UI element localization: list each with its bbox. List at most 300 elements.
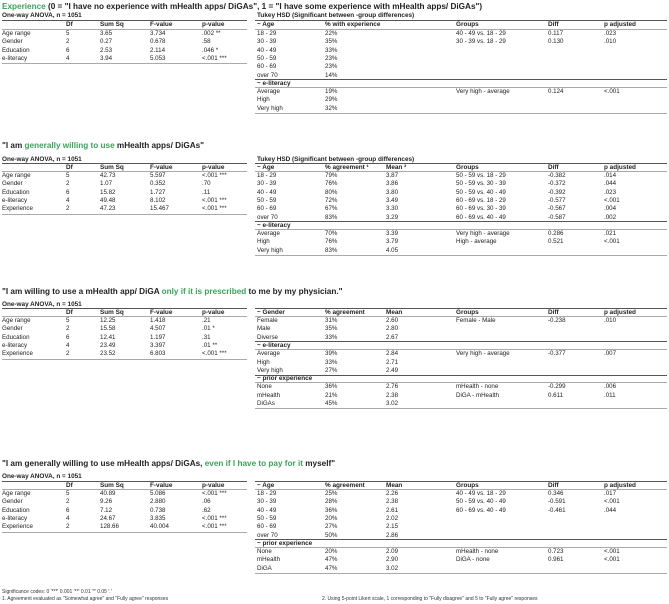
anova-cell: Experience — [2, 350, 33, 358]
anova-cell: 2 — [66, 350, 70, 358]
tukey-cell: 2.71 — [386, 358, 399, 366]
anova-cell: 24.67 — [100, 514, 116, 522]
tukey-cell: -0.567 — [548, 205, 566, 213]
footnote-1: 1. Agreement evaluated as "Somewhat agree" and "Fully agree" responses — [2, 596, 169, 602]
tukey-cell: Female — [257, 317, 278, 324]
tukey-cell: .023 — [604, 30, 617, 37]
anova-header: p-value — [202, 309, 225, 316]
tukey-cell: mHealth — [257, 391, 281, 399]
anova-cell: 15.82 — [100, 188, 116, 196]
footnote-2: 2. Using 5-point Likert scale, 1 corresponding to "Fully disagree" and 5 to "Fully agree" responses — [322, 596, 538, 602]
anova-header: p-value — [202, 164, 225, 171]
tukey-cell: Average — [257, 350, 280, 358]
tukey-bottom-rule — [255, 408, 667, 409]
anova-cell: 47.23 — [100, 205, 116, 213]
title-text: myself" — [303, 459, 336, 468]
tukey-cell: None — [257, 383, 272, 391]
tukey-header: Diff — [548, 164, 559, 171]
tukey-cell: .044 — [604, 180, 617, 188]
tukey-header: Groups — [456, 21, 479, 28]
tukey-cell: 50% — [325, 531, 338, 539]
tukey-cell: 32% — [325, 104, 338, 112]
anova-header: p-value — [202, 482, 225, 489]
tukey-cell: mHealth - none — [456, 383, 499, 391]
tukey-header: Diff — [548, 21, 559, 28]
anova-cell: <.001 *** — [202, 205, 227, 213]
anova-cell: Age range — [2, 490, 31, 497]
tukey-cell: Average — [257, 230, 280, 238]
anova-cell: .62 — [202, 506, 211, 514]
tukey-cell: 3.02 — [386, 400, 399, 407]
tukey-cell: High — [257, 358, 270, 366]
tukey-cell: .007 — [604, 350, 617, 358]
tukey-cell: 0.124 — [548, 88, 564, 96]
anova-cell: 15.467 — [150, 205, 169, 213]
tukey-cell: <.001 — [604, 238, 620, 246]
anova-cell: .046 * — [202, 46, 219, 54]
tukey-cell: <.001 — [604, 548, 620, 556]
tukey-cell: -0.377 — [548, 350, 566, 358]
tukey-cell: <.001 — [604, 196, 620, 204]
tukey-header: Mean — [386, 482, 403, 489]
anova-cell: Age range — [2, 317, 31, 324]
tukey-cell: 2.60 — [386, 317, 399, 324]
tukey-cell: .044 — [604, 506, 617, 514]
section-title — [2, 141, 204, 150]
anova-cell: 2 — [66, 205, 70, 213]
tukey-cell: -0.382 — [548, 172, 566, 179]
tukey-cell: 50 - 59 — [257, 196, 277, 204]
section-title — [2, 459, 335, 468]
tukey-cell: 60 - 69 vs. 30 - 39 — [456, 205, 506, 213]
tukey-cell: 30 - 39 — [257, 38, 277, 46]
tukey-cell: 18 - 29 — [257, 30, 277, 37]
title-text: mHealth apps/ DiGAs" — [114, 141, 205, 150]
tukey-cell: Very high — [257, 246, 283, 254]
tukey-cell: 33% — [325, 358, 338, 366]
anova-bottom-rule — [2, 359, 247, 360]
tukey-block-rule — [255, 375, 667, 376]
anova-cell: e-literacy — [2, 341, 28, 349]
anova-cell: 2.114 — [150, 46, 166, 54]
anova-cell: 6 — [66, 188, 70, 196]
tukey-cell: 40 - 49 — [257, 506, 277, 514]
tukey-cell: 50 - 59 vs. 40 - 49 — [456, 498, 506, 506]
tukey-cell: 50 - 59 vs. 30 - 39 — [456, 180, 506, 188]
anova-cell: Gender — [2, 180, 23, 188]
tukey-cell: 40 - 49 vs. 18 - 29 — [456, 30, 506, 37]
tukey-cell: 30 - 39 vs. 18 - 29 — [456, 38, 506, 46]
anova-cell: 5 — [66, 490, 70, 497]
tukey-cell: 27% — [325, 523, 338, 531]
anova-cell: 2.53 — [100, 46, 113, 54]
tukey-cell: 60 - 69 vs. 40 - 49 — [456, 213, 506, 221]
anova-cell: e-literacy — [2, 54, 28, 62]
tukey-cell: 2.49 — [386, 366, 399, 374]
title-highlight: only if it is prescribed — [161, 287, 247, 296]
tukey-header: ~ Age — [257, 21, 275, 28]
tukey-cell: DiGA - mHealth — [456, 391, 499, 399]
title-text: "I am — [2, 141, 25, 150]
anova-bottom-rule — [2, 214, 247, 215]
anova-cell: 15.58 — [100, 325, 116, 333]
tukey-header: % with experience — [325, 21, 381, 28]
tukey-header: Groups — [456, 164, 479, 171]
tukey-cell: 19% — [325, 88, 338, 96]
anova-cell: Education — [2, 46, 30, 54]
tukey-cell: 3.39 — [386, 230, 399, 238]
tukey-cell: 3.29 — [386, 213, 399, 221]
tukey-cell: DiGA - none — [456, 556, 490, 564]
tukey-cell: 2.38 — [386, 391, 399, 399]
tukey-cell: mHealth — [257, 556, 281, 564]
tukey-cell: -0.461 — [548, 506, 566, 514]
anova-cell: 6.803 — [150, 350, 166, 358]
tukey-header: % agreement — [325, 482, 365, 489]
anova-cell: 1.07 — [100, 180, 113, 188]
tukey-cell: 36% — [325, 383, 338, 391]
anova-cell: 6 — [66, 333, 70, 341]
anova-cell: 5 — [66, 317, 70, 324]
tukey-cell: .017 — [604, 490, 617, 497]
anova-cell: 2 — [66, 38, 70, 46]
tukey-header: p adjusted — [604, 309, 636, 316]
tukey-cell: 70% — [325, 230, 338, 238]
tukey-cell: Female - Male — [456, 317, 496, 324]
anova-cell: 6 — [66, 46, 70, 54]
tukey-cell: 36% — [325, 506, 338, 514]
tukey-cell: 2.84 — [386, 350, 399, 358]
anova-bottom-rule — [2, 532, 247, 533]
tukey-header: Diff — [548, 309, 559, 316]
tukey-cell: 40 - 49 — [257, 188, 277, 196]
anova-cell: 0.352 — [150, 180, 166, 188]
section-title — [2, 287, 343, 296]
tukey-cell: 3.02 — [386, 564, 399, 572]
title-text: (0 = "I have no experience with mHealth apps/ DiGAs", 1 = "I have some experience with mHealth apps/ DiGAs") — [45, 2, 483, 11]
anova-cell: Education — [2, 506, 30, 514]
title-text: "I am generally willing to use mHealth apps/ DiGAs, — [2, 459, 205, 468]
tukey-cell: 0.346 — [548, 490, 564, 497]
anova-cell: .70 — [202, 180, 211, 188]
tukey-cell: 50 - 59 vs. 18 - 29 — [456, 172, 506, 179]
tukey-cell: 0.723 — [548, 548, 564, 556]
anova-header: Sum Sq — [100, 309, 124, 316]
tukey-cell: 33% — [325, 333, 338, 341]
anova-cell: 4 — [66, 196, 70, 204]
tukey-cell: -0.591 — [548, 498, 566, 506]
tukey-cell: -0.392 — [548, 188, 566, 196]
tukey-cell: DiGAs — [257, 400, 275, 407]
anova-cell: .01 * — [202, 325, 215, 333]
tukey-cell: 3.80 — [386, 188, 399, 196]
tukey-cell: mHealth - none — [456, 548, 499, 556]
anova-cell: 2 — [66, 325, 70, 333]
tukey-cell: 79% — [325, 172, 338, 179]
tukey-cell: 50 - 59 vs. 40 - 49 — [456, 188, 506, 196]
tukey-cell: 83% — [325, 213, 338, 221]
tukey-cell: 3.79 — [386, 238, 399, 246]
tukey-cell: 2.86 — [386, 531, 399, 539]
tukey-header: Diff — [548, 482, 559, 489]
anova-cell: 12.41 — [100, 333, 116, 341]
anova-cell: 12.25 — [100, 317, 116, 324]
tukey-cell: over 70 — [257, 71, 278, 79]
anova-cell: Education — [2, 188, 30, 196]
tukey-cell: 0.130 — [548, 38, 564, 46]
tukey-cell: 29% — [325, 96, 338, 104]
tukey-bottom-rule — [255, 255, 667, 256]
anova-cell: 3.94 — [100, 54, 113, 62]
tukey-cell: 2.61 — [386, 506, 399, 514]
tukey-cell: <.001 — [604, 556, 620, 564]
anova-cell: 5 — [66, 30, 70, 37]
tukey-cell: 20% — [325, 514, 338, 522]
tukey-cell: .004 — [604, 205, 617, 213]
anova-cell: .06 — [202, 498, 211, 506]
tukey-cell: 2.90 — [386, 556, 399, 564]
anova-cell: 40.004 — [150, 523, 169, 531]
tukey-cell: 50 - 59 — [257, 514, 277, 522]
anova-cell: 49.48 — [100, 196, 116, 204]
anova-cell: 4.507 — [150, 325, 166, 333]
tukey-block-label: ~ e-literacy — [257, 221, 291, 229]
anova-cell: 1.727 — [150, 188, 166, 196]
anova-cell: Age range — [2, 30, 31, 37]
tukey-cell: 22% — [325, 30, 338, 37]
tukey-cell: 2.02 — [386, 514, 399, 522]
anova-cell: Gender — [2, 498, 23, 506]
anova-header: Df — [66, 164, 73, 171]
anova-cell: 4 — [66, 54, 70, 62]
tukey-cell: .002 — [604, 213, 617, 221]
tukey-cell: 23% — [325, 54, 338, 62]
anova-header: Df — [66, 482, 73, 489]
tukey-header: p adjusted — [604, 482, 636, 489]
anova-cell: 7.12 — [100, 506, 113, 514]
tukey-cell: .006 — [604, 383, 617, 391]
tukey-cell: 2.26 — [386, 490, 399, 497]
title-text: "I am willing to use a mHealth app/ DiGA — [2, 287, 162, 296]
anova-cell: <.001 *** — [202, 514, 227, 522]
anova-header: Sum Sq — [100, 482, 124, 489]
title-highlight: Experience — [2, 2, 46, 11]
tukey-cell: 40 - 49 vs. 18 - 29 — [456, 490, 506, 497]
anova-cell: <.001 *** — [202, 54, 227, 62]
anova-cell: <.001 *** — [202, 196, 227, 204]
tukey-cell: 80% — [325, 188, 338, 196]
tukey-block-label: ~ e-literacy — [257, 341, 291, 349]
tukey-header: % agreement ¹ — [325, 164, 369, 171]
tukey-cell: -0.238 — [548, 317, 566, 324]
tukey-block-rule — [255, 539, 667, 540]
anova-header: Sum Sq — [100, 21, 124, 28]
tukey-cell: Male — [257, 325, 271, 333]
tukey-header: p adjusted — [604, 164, 636, 171]
tukey-cell: 18 - 29 — [257, 490, 277, 497]
tukey-cell: 60 - 69 vs. 18 - 29 — [456, 196, 506, 204]
anova-cell: .31 — [202, 333, 211, 341]
anova-cell: 0.678 — [150, 38, 166, 46]
tukey-header: Groups — [456, 482, 479, 489]
tukey-header: Mean ² — [386, 164, 407, 171]
tukey-block-label: ~ e-literacy — [257, 79, 291, 87]
anova-cell: 23.52 — [100, 350, 116, 358]
anova-cell: 2 — [66, 180, 70, 188]
anova-caption: One-way ANOVA, n = 1051 — [2, 12, 82, 19]
tukey-cell: Very high — [257, 104, 283, 112]
title-highlight: even if I have to pay for it — [204, 459, 303, 468]
tukey-cell: 2.09 — [386, 548, 399, 556]
tukey-cell: over 70 — [257, 531, 278, 539]
tukey-cell: 3.30 — [386, 205, 399, 213]
anova-cell: Education — [2, 333, 30, 341]
tukey-cell: 60 - 69 — [257, 205, 277, 213]
tukey-header: % agreement — [325, 309, 365, 316]
anova-cell: <.001 *** — [202, 490, 227, 497]
anova-cell: 3.734 — [150, 30, 166, 37]
tukey-cell: 2.67 — [386, 333, 399, 341]
significance-codes: Significance codes: 0 '***' 0.001 '**' 0.01 '*' 0.05 '.' — [2, 589, 112, 595]
tukey-cell: 33% — [325, 46, 338, 54]
tukey-block-label: ~ prior experience — [257, 539, 313, 547]
tukey-cell: 3.87 — [386, 172, 399, 179]
tukey-cell: None — [257, 548, 272, 556]
tukey-cell: 30 - 39 — [257, 180, 277, 188]
anova-cell: .21 — [202, 317, 211, 324]
tukey-cell: 76% — [325, 180, 338, 188]
anova-header: Df — [66, 309, 73, 316]
anova-header: F-value — [150, 482, 173, 489]
anova-cell: 5.053 — [150, 54, 166, 62]
anova-cell: 42.73 — [100, 172, 116, 179]
anova-cell: 8.102 — [150, 196, 166, 204]
tukey-cell: 0.286 — [548, 230, 564, 238]
anova-cell: 3.835 — [150, 514, 166, 522]
anova-header: p-value — [202, 21, 225, 28]
tukey-cell: 45% — [325, 400, 338, 407]
tukey-cell: 4.05 — [386, 246, 399, 254]
anova-cell: 40.89 — [100, 490, 116, 497]
tukey-cell: 18 - 29 — [257, 172, 277, 179]
anova-cell: 2 — [66, 523, 70, 531]
tukey-cell: 31% — [325, 317, 338, 324]
tukey-cell: 60 - 69 — [257, 523, 277, 531]
anova-cell: 0.27 — [100, 38, 113, 46]
anova-header: F-value — [150, 164, 173, 171]
anova-cell: Age range — [2, 172, 31, 179]
tukey-cell: 39% — [325, 350, 338, 358]
title-highlight: generally willing to use — [24, 141, 115, 150]
tukey-cell: 76% — [325, 238, 338, 246]
anova-cell: Experience — [2, 523, 33, 531]
tukey-header: Groups — [456, 309, 479, 316]
tukey-cell: <.001 — [604, 498, 620, 506]
tukey-cell: -0.299 — [548, 383, 566, 391]
tukey-cell: over 70 — [257, 213, 278, 221]
tukey-caption: Tukey HSD (Significant between -group differences) — [257, 12, 415, 19]
anova-cell: 5.597 — [150, 172, 166, 179]
tukey-cell: 83% — [325, 246, 338, 254]
tukey-cell: 47% — [325, 556, 338, 564]
tukey-cell: .011 — [604, 391, 616, 399]
anova-cell: 0.738 — [150, 506, 166, 514]
tukey-cell: 60 - 69 — [257, 63, 277, 71]
anova-header: Df — [66, 21, 73, 28]
anova-cell: 23.49 — [100, 341, 116, 349]
anova-cell: 2 — [66, 498, 70, 506]
tukey-cell: 25% — [325, 490, 338, 497]
tukey-cell: 21% — [325, 391, 338, 399]
anova-cell: <.001 *** — [202, 172, 227, 179]
tukey-cell: 0.521 — [548, 238, 564, 246]
tukey-cell: 40 - 49 — [257, 46, 277, 54]
anova-cell: 128.66 — [100, 523, 119, 531]
anova-caption: One-way ANOVA, n = 1051 — [2, 156, 82, 163]
tukey-cell: 2.76 — [386, 383, 399, 391]
anova-cell: <.001 *** — [202, 523, 227, 531]
anova-cell: Gender — [2, 325, 23, 333]
tukey-cell: 28% — [325, 498, 338, 506]
anova-cell: 2.880 — [150, 498, 166, 506]
tukey-cell: 72% — [325, 196, 338, 204]
tukey-cell: 35% — [325, 38, 338, 46]
anova-cell: 4 — [66, 514, 70, 522]
tukey-cell: 2.80 — [386, 325, 399, 333]
tukey-cell: Diverse — [257, 333, 278, 341]
tukey-cell: -0.587 — [548, 213, 566, 221]
tukey-cell: 3.86 — [386, 180, 399, 188]
anova-bottom-rule — [2, 63, 247, 64]
tukey-header: Mean — [386, 309, 403, 316]
tukey-block-label: ~ prior experience — [257, 375, 313, 383]
tukey-cell: Average — [257, 88, 280, 96]
tukey-cell: 14% — [325, 71, 338, 79]
tukey-cell: High — [257, 238, 270, 246]
anova-cell: 6 — [66, 506, 70, 514]
tukey-bottom-rule — [255, 113, 667, 114]
tukey-cell: 2.38 — [386, 498, 399, 506]
anova-cell: Gender — [2, 38, 23, 46]
tukey-cell: 23% — [325, 63, 338, 71]
anova-cell: 5.086 — [150, 490, 166, 497]
tukey-cell: Very high - average — [456, 350, 510, 358]
tukey-cell: High - average — [456, 238, 497, 246]
anova-header: F-value — [150, 21, 173, 28]
tukey-cell: 27% — [325, 366, 338, 374]
tukey-cell: 0.117 — [548, 30, 564, 37]
anova-header: F-value — [150, 309, 173, 316]
title-text: to me by my physician." — [246, 287, 343, 296]
tukey-block-rule — [255, 221, 667, 222]
anova-cell: 4 — [66, 341, 70, 349]
tukey-cell: 50 - 59 — [257, 54, 277, 62]
tukey-caption: Tukey HSD (Significant between -group differences) — [257, 156, 415, 163]
tukey-cell: Very high - average — [456, 88, 510, 96]
anova-caption: One-way ANOVA, n = 1051 — [2, 301, 82, 308]
tukey-cell: .014 — [604, 172, 617, 179]
anova-header: Sum Sq — [100, 164, 124, 171]
tukey-cell: 35% — [325, 325, 338, 333]
anova-cell: .11 — [202, 188, 211, 196]
tukey-cell: Very high — [257, 366, 283, 374]
tukey-cell: .010 — [604, 317, 617, 324]
tukey-cell: Very high - average — [456, 230, 510, 238]
anova-cell: 1.418 — [150, 317, 166, 324]
tukey-cell: -0.577 — [548, 196, 566, 204]
anova-cell: 5 — [66, 172, 70, 179]
tukey-header: ~ Gender — [257, 309, 285, 316]
